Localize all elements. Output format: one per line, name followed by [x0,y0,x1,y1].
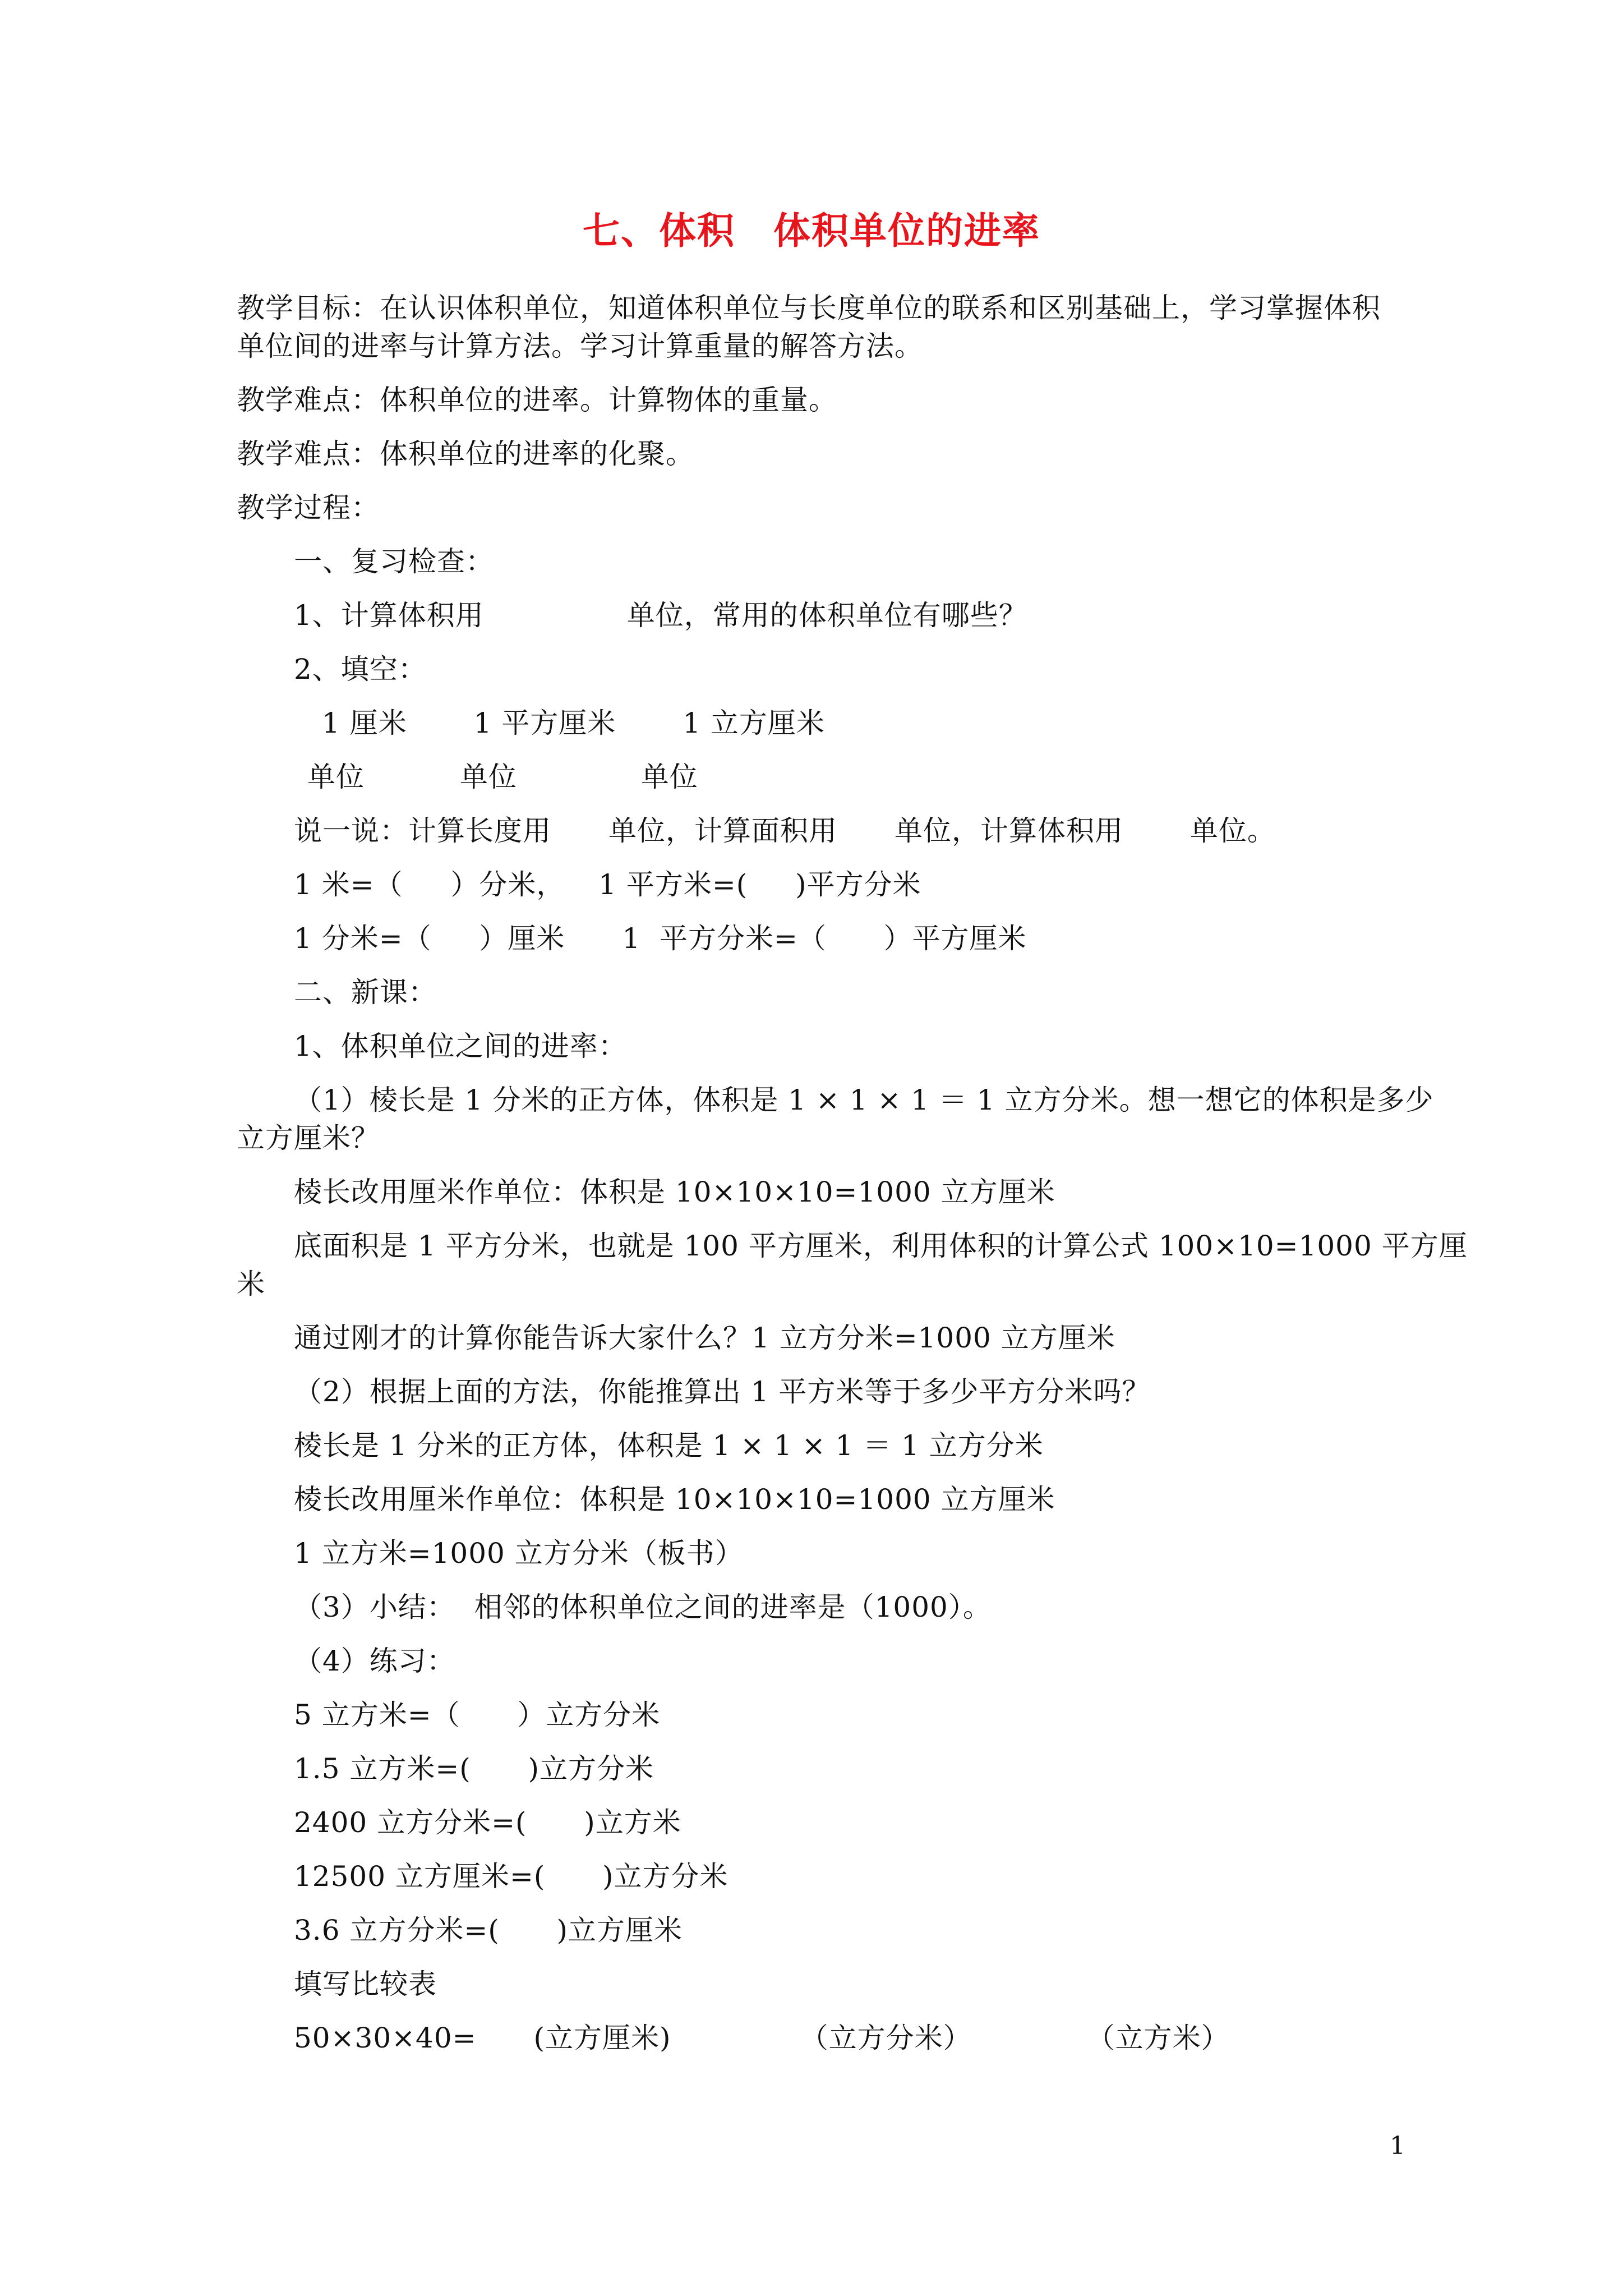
text-line: 教学难点：体积单位的进率。计算物体的重量。 [237,384,837,416]
text-line: （3）小结： 相邻的体积单位之间的进率是（1000）。 [294,1591,992,1623]
text-line: 单位间的进率与计算方法。学习计算重量的解答方法。 [237,330,923,362]
text-line: 2、填空： [294,653,427,685]
text-line: 1 立方米=1000 立方分米（板书） [294,1537,744,1570]
text-line: 1、体积单位之间的进率： [294,1030,627,1062]
text-line: 教学目标：在认识体积单位，知道体积单位与长度单位的联系和区别基础上，学习掌握体积 [237,292,1381,324]
text-line: 单位 单位 单位 [307,761,698,793]
text-line: 1.5 立方米=( )立方分米 [294,1752,654,1785]
text-line: 5 立方米=（ ）立方分米 [294,1699,661,1731]
page-number: 1 [1390,2132,1405,2160]
document-title: 七、体积 体积单位的进率 [583,209,1040,252]
text-line: 50×30×40= (立方厘米) （立方分米） （立方米） [294,2022,1230,2054]
text-line: （4）练习： [294,1645,455,1677]
text-line: （2）根据上面的方法，你能推算出 1 平方米等于多少平方分米吗？ [294,1375,1151,1408]
text-line: 1、计算体积用 单位，常用的体积单位有哪些？ [294,599,1027,632]
text-line: 3.6 立方分米=( )立方厘米 [294,1914,683,1947]
text-line: 棱长是 1 分米的正方体，体积是 1 × 1 × 1 ＝ 1 立方分米 [294,1429,1044,1462]
text-line: 1 厘米 1 平方厘米 1 立方厘米 [322,707,825,739]
text-line: 底面积是 1 平方分米，也就是 100 平方厘米，利用体积的计算公式 100×10=1000 平方厘 [294,1230,1468,1262]
text-line: 1 米=（ ）分米， 1 平方米=( )平方分米 [294,868,921,901]
text-line: 说一说：计算长度用 单位，计算面积用 单位，计算体积用 单位。 [294,815,1276,847]
text-line: 1 分米=（ ）厘米 1 平方分米=（ ）平方厘米 [294,922,1027,955]
text-line: 二、新课： [294,976,437,1009]
text-line: 棱长改用厘米作单位：体积是 10×10×10=1000 立方厘米 [294,1483,1055,1516]
text-line: 通过刚才的计算你能告诉大家什么？1 立方分米=1000 立方厘米 [294,1322,1115,1354]
text-line: （1）棱长是 1 分米的正方体，体积是 1 × 1 × 1 ＝ 1 立方分米。想一想它的体积是多少 [294,1084,1434,1116]
text-line: 教学过程： [237,491,380,524]
text-line: 教学难点：体积单位的进率的化聚。 [237,438,694,470]
text-line: 立方厘米？ [237,1122,380,1154]
text-line: 一、复习检查： [294,545,494,578]
text-line: 棱长改用厘米作单位：体积是 10×10×10=1000 立方厘米 [294,1176,1055,1208]
text-line: 填写比较表 [294,1968,437,2000]
text-line: 12500 立方厘米=( )立方分米 [294,1860,728,1893]
text-line: 米 [237,1268,265,1300]
text-line: 2400 立方分米=( )立方米 [294,1806,681,1839]
